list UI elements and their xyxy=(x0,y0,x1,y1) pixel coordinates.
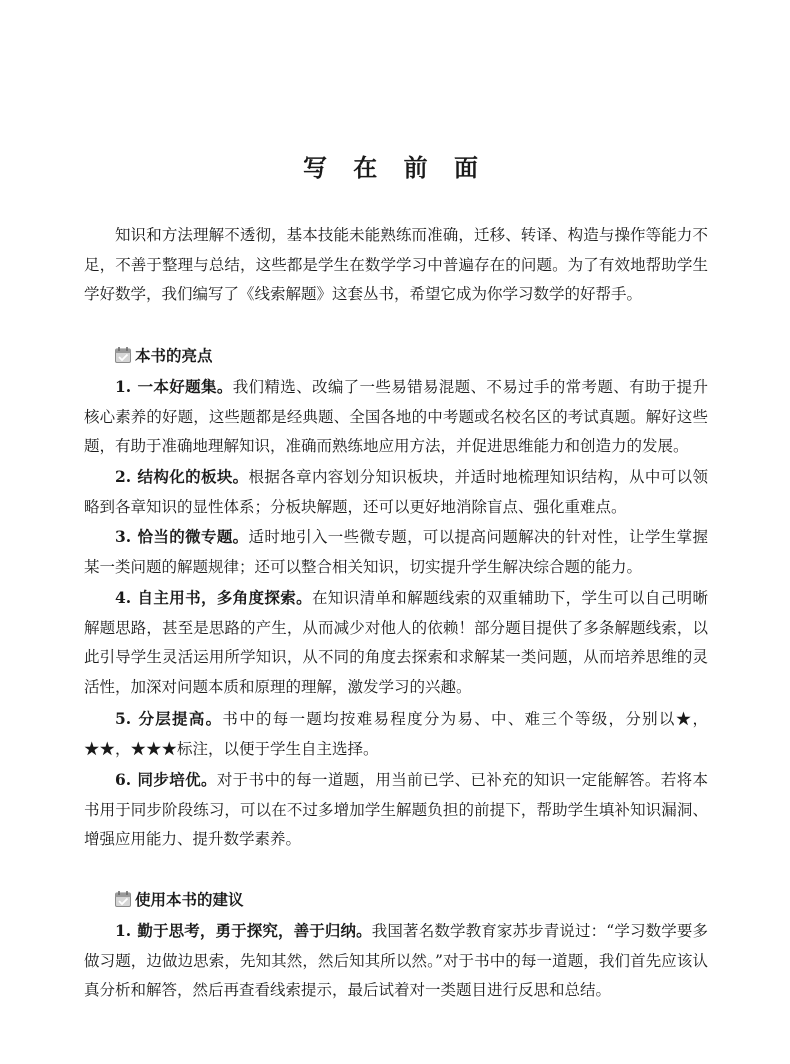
highlight-item-3 xyxy=(84,522,708,582)
item-lead: 恰当的微专题。 xyxy=(137,528,249,546)
item-lead: 分层提高。 xyxy=(137,710,223,728)
page-title: 写 在 前 面 xyxy=(302,154,488,182)
item-text: 对于书中的每一道题，用当前已学、已补充的知识一定能解答。若将本书用于同步阶段练习，可以在不过多增加学生解题负担的前提下，帮助学生填补知识漏洞、增强应用能力、提升数学素养。 xyxy=(84,771,708,848)
item-number: 1. xyxy=(115,921,132,940)
item-lead: 同步培优。 xyxy=(137,771,217,789)
item-lead: 自主用书，多角度探索。 xyxy=(137,589,312,607)
item-text: 适时地引入一些微专题，可以提高问题解决的针对性，让学生掌握某一类问题的解题规律；还可以整合相关知识，切实提升学生解决综合题的能力。 xyxy=(84,528,708,576)
section-heading-suggestions xyxy=(114,888,244,910)
item-lead: 一本好题集。 xyxy=(137,378,233,396)
item-text: 我国著名数学教育家苏步青说过：“学习数学要多做习题，边做边思索，先知其然，然后知其所以然。”对于书中的每一道题，我们首先应该认真分析和解答，然后再查看线索提示，最后试着对一类题目进行反思和总结。 xyxy=(84,922,708,999)
item-text: 在知识清单和解题线索的双重辅助下，学生可以自己明晰解题思路，甚至是思路的产生，从而减少对他人的依赖！部分题目提供了多条解题线索，以此引导学生灵活运用所学知识，从不同的角度去探索和求解某一类问题，从而培养思维的灵活性，加深对问题本质和原理的理解，激发学习的兴趣。 xyxy=(84,589,708,696)
item-number: 6. xyxy=(115,770,132,789)
intro-paragraph: 知识和方法理解不透彻，基本技能未能熟练而准确，迁移、转译、构造与操作等能力不足，不善于整理与总结，这些都是学生在数学学习中普遍存在的问题。为了有效地帮助学生学好数学，我们编写了《线索解题》这套丛书，希望它成为你学习数学的好帮手。 xyxy=(84,226,708,303)
item-number: 5. xyxy=(115,709,132,728)
item-number: 2. xyxy=(115,467,132,486)
item-number: 4. xyxy=(115,588,132,607)
item-lead: 勤于思考，勇于探究，善于归纳。 xyxy=(137,922,372,940)
item-lead: 结构化的板块。 xyxy=(137,468,249,486)
section-heading-text: 本书的亮点 xyxy=(135,347,213,365)
item-text: 根据各章内容划分知识板块，并适时地梳理知识结构，从中可以领略到各章知识的显性体系；分板块解题，还可以更好地消除盲点、强化重难点。 xyxy=(84,468,708,516)
suggestion-item-1 xyxy=(84,916,708,1006)
item-text: 我们精选、改编了一些易错易混题、不易过手的常考题、有助于提升核心素养的好题，这些题都是经典题、全国各地的中考题或名校名区的考试真题。解好这些题，有助于准确地理解知识，准确而熟练地应用方法，并促进思维能力和创造力的发展。 xyxy=(84,378,708,455)
highlight-item-1 xyxy=(84,372,708,462)
calendar-check-icon xyxy=(114,890,132,908)
item-text: 书中的每一题均按难易程度分为易、中、难三个等级，分别以★，★★，★★★标注，以便于学生自主选择。 xyxy=(84,710,708,758)
section-heading-text: 使用本书的建议 xyxy=(135,891,244,909)
calendar-check-icon xyxy=(114,346,132,364)
highlight-item-2 xyxy=(84,462,708,522)
highlight-item-4 xyxy=(84,583,708,702)
item-number: 1. xyxy=(115,377,132,396)
highlight-item-6 xyxy=(84,765,708,855)
item-number: 3. xyxy=(115,527,132,546)
section-heading-highlights xyxy=(114,344,213,366)
highlight-item-5 xyxy=(84,704,708,764)
